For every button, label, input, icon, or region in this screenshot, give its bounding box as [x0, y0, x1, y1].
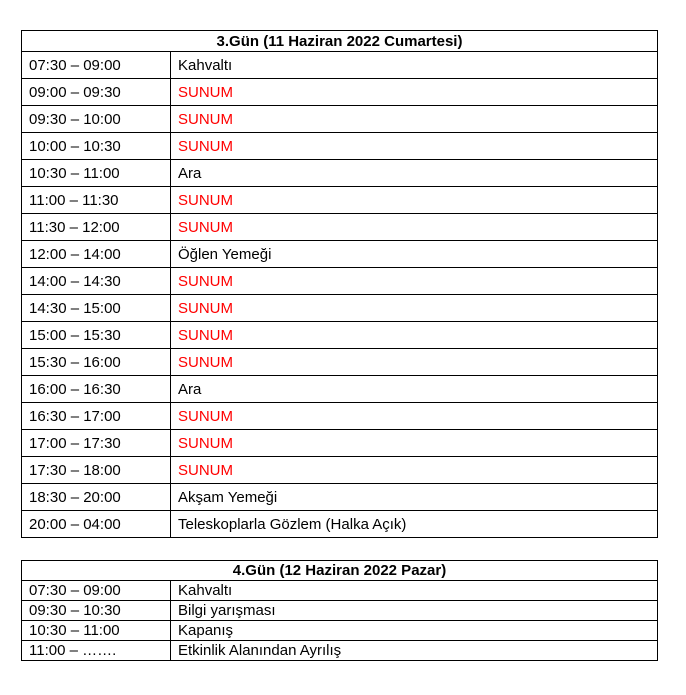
day3-header-row — [22, 31, 658, 52]
time-slot: 17:30 – 18:00 — [22, 457, 171, 484]
day4-schedule-row — [22, 601, 658, 621]
event-name: Kahvaltı — [171, 52, 658, 79]
time-slot: 10:30 – 11:00 — [22, 621, 171, 641]
time-slot: 14:00 – 14:30 — [22, 268, 171, 295]
time-slot: 09:30 – 10:30 — [22, 601, 171, 621]
day3-schedule-row — [22, 295, 658, 322]
event-name: Bilgi yarışması — [171, 601, 658, 621]
day4-schedule-row — [22, 621, 658, 641]
day3-schedule-row — [22, 187, 658, 214]
day3-schedule-body — [22, 31, 658, 538]
time-slot: 07:30 – 09:00 — [22, 581, 171, 601]
day3-schedule-row — [22, 349, 658, 376]
day4-schedule-row — [22, 641, 658, 661]
time-slot: 15:00 – 15:30 — [22, 322, 171, 349]
event-name: Ara — [171, 160, 658, 187]
time-slot: 10:00 – 10:30 — [22, 133, 171, 160]
event-name: SUNUM — [171, 322, 658, 349]
day3-schedule-row — [22, 484, 658, 511]
event-name: SUNUM — [171, 106, 658, 133]
event-name: SUNUM — [171, 295, 658, 322]
time-slot: 17:00 – 17:30 — [22, 430, 171, 457]
day3-schedule-row — [22, 322, 658, 349]
day3-schedule-row — [22, 457, 658, 484]
event-name: Etkinlik Alanından Ayrılış — [171, 641, 658, 661]
event-name: SUNUM — [171, 430, 658, 457]
time-slot: 16:00 – 16:30 — [22, 376, 171, 403]
day3-schedule-row — [22, 133, 658, 160]
event-name: SUNUM — [171, 133, 658, 160]
day3-schedule-row — [22, 106, 658, 133]
time-slot: 16:30 – 17:00 — [22, 403, 171, 430]
time-slot: 14:30 – 15:00 — [22, 295, 171, 322]
event-name: Akşam Yemeği — [171, 484, 658, 511]
day3-schedule-table — [21, 30, 658, 538]
day3-title: 3.Gün (11 Haziran 2022 Cumartesi) — [22, 31, 658, 52]
time-slot: 12:00 – 14:00 — [22, 241, 171, 268]
event-name: SUNUM — [171, 79, 658, 106]
event-name: SUNUM — [171, 214, 658, 241]
day3-schedule-row — [22, 430, 658, 457]
day4-schedule-table — [21, 560, 658, 661]
time-slot: 10:30 – 11:00 — [22, 160, 171, 187]
time-slot: 18:30 – 20:00 — [22, 484, 171, 511]
day4-title: 4.Gün (12 Haziran 2022 Pazar) — [22, 561, 658, 581]
event-name: SUNUM — [171, 268, 658, 295]
event-name: SUNUM — [171, 187, 658, 214]
time-slot: 07:30 – 09:00 — [22, 52, 171, 79]
time-slot: 09:00 – 09:30 — [22, 79, 171, 106]
event-name: Kapanış — [171, 621, 658, 641]
event-name: SUNUM — [171, 349, 658, 376]
day3-schedule-row — [22, 160, 658, 187]
event-name: Ara — [171, 376, 658, 403]
time-slot: 15:30 – 16:00 — [22, 349, 171, 376]
time-slot: 20:00 – 04:00 — [22, 511, 171, 538]
event-name: SUNUM — [171, 403, 658, 430]
day3-schedule-row — [22, 376, 658, 403]
event-name: SUNUM — [171, 457, 658, 484]
time-slot: 11:30 – 12:00 — [22, 214, 171, 241]
day3-schedule-row — [22, 511, 658, 538]
time-slot: 11:00 – 11:30 — [22, 187, 171, 214]
day3-schedule-row — [22, 214, 658, 241]
day3-schedule-row — [22, 52, 658, 79]
day4-schedule-row — [22, 581, 658, 601]
time-slot: 11:00 – ……. — [22, 641, 171, 661]
day4-schedule-body — [22, 561, 658, 661]
day3-schedule-row — [22, 268, 658, 295]
event-name: Öğlen Yemeği — [171, 241, 658, 268]
day3-schedule-row — [22, 79, 658, 106]
day3-schedule-row — [22, 403, 658, 430]
event-name: Kahvaltı — [171, 581, 658, 601]
day3-schedule-row — [22, 241, 658, 268]
time-slot: 09:30 – 10:00 — [22, 106, 171, 133]
event-name: Teleskoplarla Gözlem (Halka Açık) — [171, 511, 658, 538]
day4-header-row — [22, 561, 658, 581]
